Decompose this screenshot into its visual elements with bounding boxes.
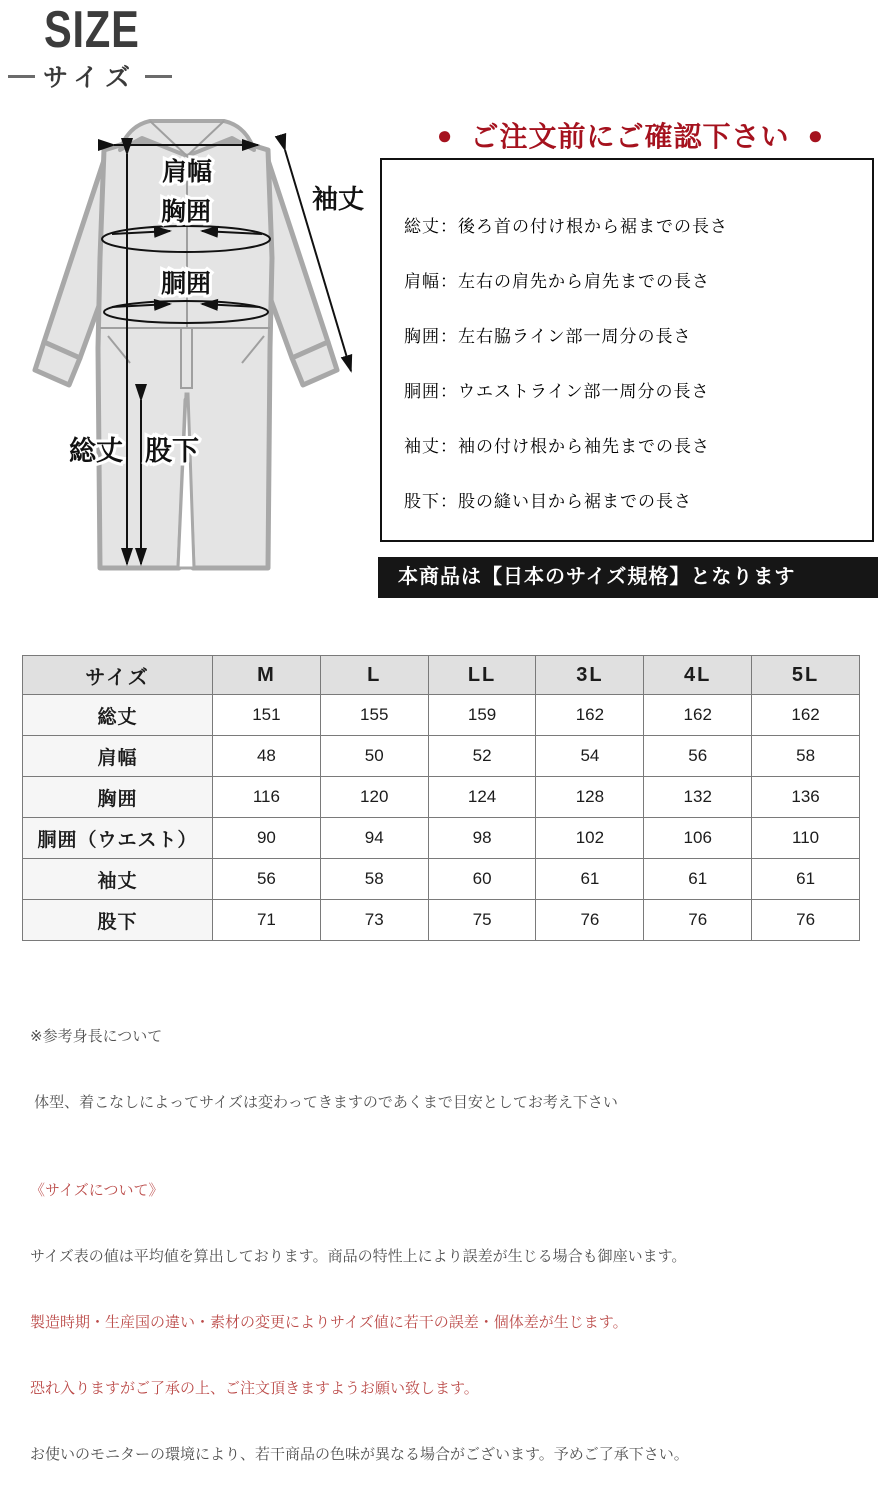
table-cell: 61: [536, 859, 644, 900]
sleeve-length-label: 袖丈: [311, 184, 365, 214]
table-row: [23, 859, 860, 900]
col-header: 3L: [536, 656, 644, 695]
table-row: [23, 777, 860, 818]
table-row: [23, 736, 860, 777]
footer-notes: [30, 982, 870, 1510]
inseam-label: 股下: [145, 436, 199, 466]
size-note-line: サイズ表の値は平均値を算出しております。商品の特性上により誤差が生じる場合も御座います。: [30, 1248, 687, 1265]
table-cell: 132: [644, 777, 752, 818]
table-header-row: [23, 656, 860, 695]
bullet-icon: ●: [807, 120, 824, 150]
table-cell: 61: [752, 859, 860, 900]
table-cell: 61: [644, 859, 752, 900]
table-cell: 56: [644, 736, 752, 777]
row-label: 総丈: [23, 695, 213, 736]
table-cell: 116: [213, 777, 321, 818]
definition-item: 袖丈：袖の付け根から袖先までの長さ: [404, 437, 710, 456]
table-cell: 76: [644, 900, 752, 941]
table-cell: 52: [428, 736, 536, 777]
table-cell: 75: [428, 900, 536, 941]
table-cell: 159: [428, 695, 536, 736]
definition-item: 胸囲：左右脇ライン部一周分の長さ: [404, 327, 692, 346]
table-cell: 98: [428, 818, 536, 859]
table-cell: 58: [752, 736, 860, 777]
table-cell: 90: [213, 818, 321, 859]
size-note-line: 恐れ入りますがご了承の上、ご注文頂きますようお願い致します。: [30, 1380, 479, 1397]
dash-decoration-left: [8, 75, 35, 78]
table-cell: 71: [213, 900, 321, 941]
table-cell: 110: [752, 818, 860, 859]
col-header: 5L: [752, 656, 860, 695]
col-header: LL: [428, 656, 536, 695]
table-row: [23, 818, 860, 859]
chest-girth-label: 胸囲: [160, 198, 212, 226]
table-cell: 56: [213, 859, 321, 900]
waist-girth-label: 胴囲: [160, 270, 212, 298]
page-subtitle: [8, 58, 172, 94]
table-cell: 48: [213, 736, 321, 777]
table-row: [23, 695, 860, 736]
size-note-heading: 《サイズについて》: [30, 1182, 164, 1199]
table-cell: 162: [752, 695, 860, 736]
table-cell: 58: [320, 859, 428, 900]
table-cell: 155: [320, 695, 428, 736]
col-header: L: [320, 656, 428, 695]
table-cell: 50: [320, 736, 428, 777]
table-cell: 151: [213, 695, 321, 736]
table-cell: 128: [536, 777, 644, 818]
table-cell: 102: [536, 818, 644, 859]
definition-item: 肩幅：左右の肩先から肩先までの長さ: [404, 272, 710, 291]
table-cell: 76: [752, 900, 860, 941]
table-cell: 124: [428, 777, 536, 818]
monitor-note: お使いのモニターの環境により、若干商品の色味が異なる場合がございます。予めご了承下さい。: [30, 1446, 689, 1463]
dash-decoration-right: [145, 75, 172, 78]
size-note-line: 製造時期・生産国の違い・素材の変更によりサイズ値に若干の誤差・個体差が生じます。: [30, 1314, 628, 1331]
table-cell: 136: [752, 777, 860, 818]
bullet-icon: ●: [436, 120, 453, 150]
row-label: 袖丈: [23, 859, 213, 900]
total-length-label: 総丈: [69, 436, 123, 466]
table-cell: 76: [536, 900, 644, 941]
reference-height-heading: ※参考身長について: [30, 1028, 163, 1045]
table-cell: 162: [644, 695, 752, 736]
page-title: SIZE: [44, 1, 140, 59]
col-header: M: [213, 656, 321, 695]
definitions-box: [380, 158, 874, 542]
garment-diagram: [0, 108, 380, 648]
corner-header-cell: サイズ: [23, 656, 213, 695]
table-cell: 73: [320, 900, 428, 941]
page-subtitle-label: サイズ: [43, 64, 138, 92]
table-cell: 106: [644, 818, 752, 859]
confirm-heading-text: ご注文前にご確認下さい: [470, 121, 790, 152]
table-cell: 120: [320, 777, 428, 818]
jp-size-notice-bar: 本商品は【日本のサイズ規格】となります: [378, 557, 878, 598]
definition-item: 総丈：後ろ首の付け根から裾までの長さ: [404, 217, 728, 236]
definition-item: 胴囲：ウエストライン部一周分の長さ: [404, 382, 710, 401]
row-label: 肩幅: [23, 736, 213, 777]
shoulder-width-label: 肩幅: [161, 158, 213, 186]
row-label: 胸囲: [23, 777, 213, 818]
table-cell: 94: [320, 818, 428, 859]
table-cell: 60: [428, 859, 536, 900]
col-header: 4L: [644, 656, 752, 695]
table-cell: 54: [536, 736, 644, 777]
confirm-heading: [382, 116, 878, 154]
front-placket: [181, 328, 192, 388]
size-table: [22, 655, 860, 941]
definition-item: 股下：股の縫い目から裾までの長さ: [404, 492, 692, 511]
reference-height-body: 体型、着こなしによってサイズは変わってきますのであくまで目安としてお考え下さい: [30, 1094, 618, 1111]
row-label: 股下: [23, 900, 213, 941]
row-label: 胴囲（ウエスト）: [23, 818, 213, 859]
table-cell: 162: [536, 695, 644, 736]
table-row: [23, 900, 860, 941]
